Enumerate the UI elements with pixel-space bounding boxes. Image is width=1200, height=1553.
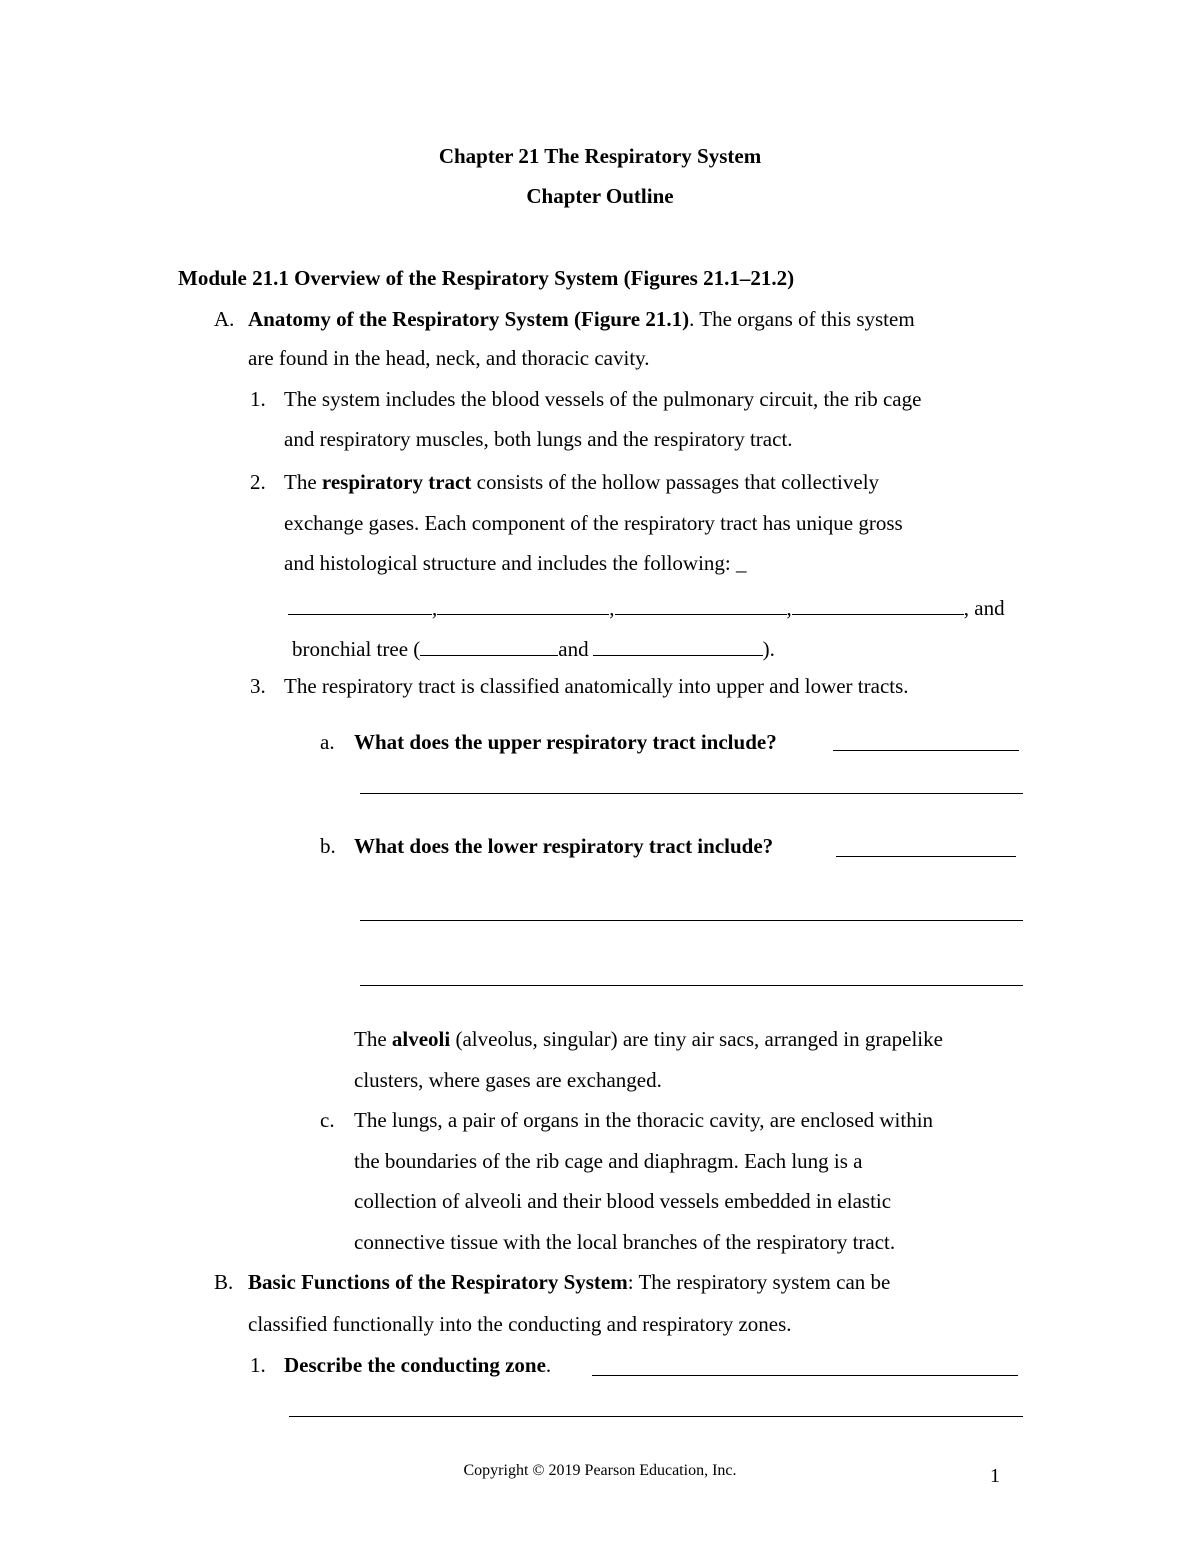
blank-field[interactable] [420,636,558,656]
blank-field[interactable] [437,595,609,615]
item-c-line-1: The lungs, a pair of organs in the thoracic cavity, are enclosed within [354,1108,934,1132]
chapter-title: Chapter 21 The Respiratory System [438,144,762,168]
chapter-subtitle: Chapter Outline [526,184,674,208]
answer-line-a-1[interactable] [833,750,1019,751]
item-1-marker: 1. [250,387,266,411]
tract-components-blanks: , , , , and [288,595,1005,619]
answer-line-b-2[interactable] [360,920,1023,921]
section-b-item-1-text: Describe the conducting zone. [284,1353,552,1377]
question-a-marker: a. [320,730,335,754]
alveoli-line-2: clusters, where gases are exchanged. [354,1068,662,1092]
item-c-line-4: connective tissue with the local branches of the respiratory tract. [354,1230,896,1254]
answer-line-b-1[interactable] [836,856,1016,857]
answer-line-b-3[interactable] [360,985,1023,986]
module-heading: Module 21.1 Overview of the Respiratory System (Figures 21.1–21.2) [178,266,795,290]
answer-line-conducting-2[interactable] [289,1416,1023,1417]
item-2-line-2: exchange gases. Each component of the respiratory tract has unique gross [284,511,903,535]
item-c-line-2: the boundaries of the rib cage and diaphragm. Each lung is a [354,1149,863,1173]
item-1-line-2: and respiratory muscles, both lungs and the respiratory tract. [284,427,793,451]
question-b-text: What does the lower respiratory tract include? [354,834,774,858]
item-2-line-3: and histological structure and includes the following: _ [284,551,747,575]
item-c-marker: c. [320,1108,335,1132]
section-a-line-1: Anatomy of the Respiratory System (Figure 21.1). The organs of this system [248,307,915,331]
question-b-marker: b. [320,834,336,858]
section-b-marker: B. [214,1270,234,1294]
section-b-item-1-marker: 1. [250,1353,266,1377]
blank-field[interactable] [288,595,432,615]
section-a-marker: A. [214,307,235,331]
item-3-line-1: The respiratory tract is classified anatomically into upper and lower tracts. [284,674,909,698]
item-c-line-3: collection of alveoli and their blood vessels embedded in elastic [354,1189,892,1213]
item-2-line-1: The respiratory tract consists of the hollow passages that collectively [284,470,880,494]
blank-field[interactable] [615,595,787,615]
item-3-marker: 3. [250,674,266,698]
answer-line-conducting-1[interactable] [592,1375,1018,1376]
page-number: 1 [990,1465,1000,1487]
item-2-marker: 2. [250,470,266,494]
section-a-line-2: are found in the head, neck, and thoracic cavity. [248,346,650,370]
copyright-footer: Copyright © 2019 Pearson Education, Inc. [463,1462,737,1479]
section-b-line-2: classified functionally into the conducting and respiratory zones. [248,1312,792,1336]
alveoli-line-1: The alveoli (alveolus, singular) are tiny air sacs, arranged in grapelike [354,1027,943,1051]
blank-field[interactable] [792,595,964,615]
section-b-line-1: Basic Functions of the Respiratory System: The respiratory system can be [248,1270,891,1294]
answer-line-a-2[interactable] [360,793,1023,794]
blank-field[interactable] [593,636,763,656]
bronchial-tree-line: bronchial tree ( and ). [292,637,775,661]
question-a-text: What does the upper respiratory tract include? [354,730,777,754]
item-1-line-1: The system includes the blood vessels of the pulmonary circuit, the rib cage [284,387,922,411]
